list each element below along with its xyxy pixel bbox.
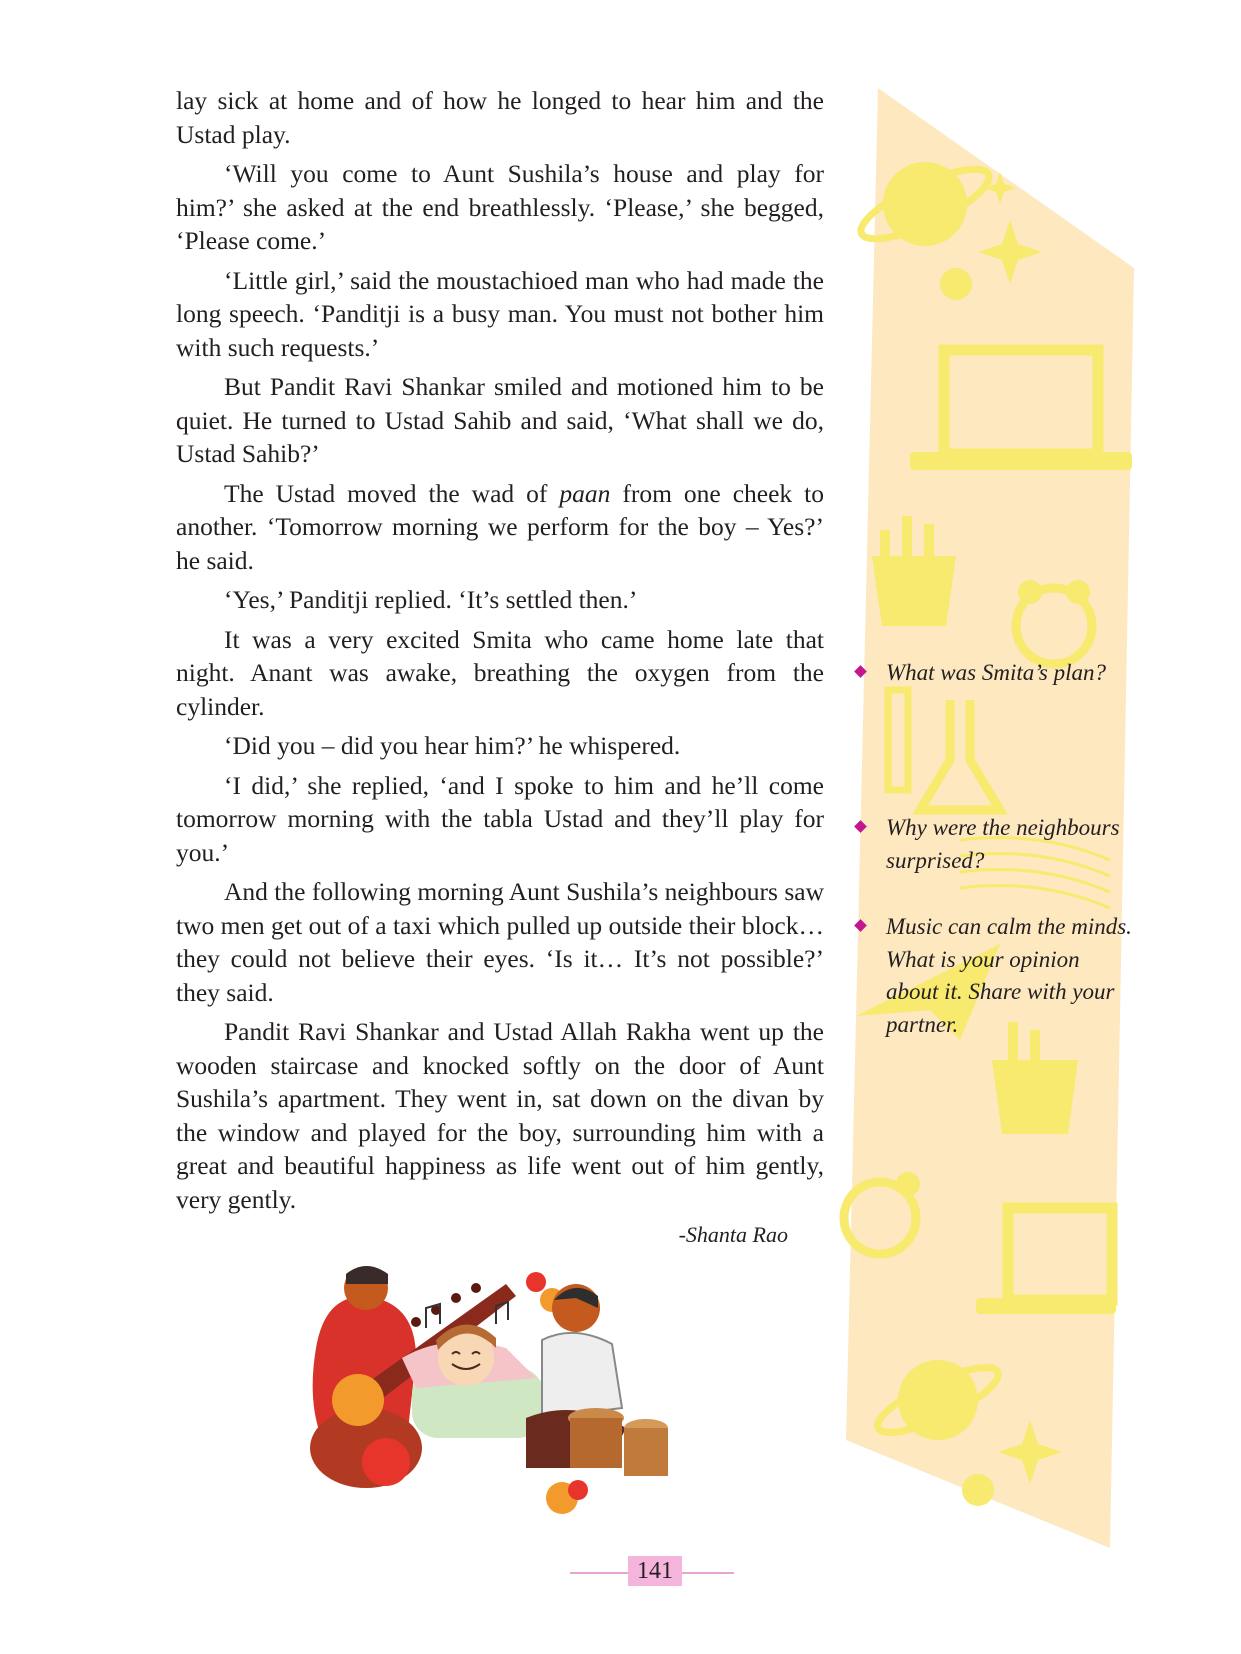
question-item: [856, 812, 1136, 877]
story-paragraph: ‘Yes,’ Panditji replied. ‘It’s settled then.’: [224, 585, 638, 614]
story-paragraph: ‘Did you – did you hear him?’ he whispered.: [224, 731, 681, 760]
diamond-bullet-icon: [854, 820, 867, 833]
story-italic-word: paan: [559, 478, 611, 508]
story-text: [176, 84, 824, 1222]
diamond-bullet-icon: [854, 665, 867, 678]
story-text-run: The Ustad moved the wad of: [224, 478, 560, 508]
story-paragraph: [176, 477, 824, 578]
story-paragraph: ‘Will you come to Aunt Sushila’s house and play for him?’ she asked at the end breathlessly. ‘Please,’ she begged, ‘Please come.’: [176, 159, 824, 255]
story-text-run: from one cheek to another. ‘Tomorrow morning we perform for the boy – Yes?’ he said.: [176, 478, 824, 575]
story-paragraph: It was a very excited Smita who came home late that night. Anant was awake, breathing the oxygen from the cylinder.: [176, 624, 824, 721]
question-item: [856, 657, 1136, 690]
question-text: Why were the neighbours surprised?: [886, 815, 1120, 873]
question-text: What was Smita’s plan?: [886, 660, 1107, 685]
question-item: [856, 911, 1136, 1041]
diamond-bullet-icon: [854, 919, 867, 932]
question-text: Music can calm the minds. What is your opinion about it. Share with your partner.: [886, 914, 1132, 1037]
story-paragraph: Pandit Ravi Shankar and Ustad Allah Rakha went up the wooden staircase and knocked softly on the door of Aunt Sushila’s apartment. They went in, sat down on the divan by the window and played for the boy, surrounding him with a great and beautiful happiness as life went out of him gently, very gently.: [176, 1017, 824, 1214]
story-paragraph: But Pandit Ravi Shankar smiled and motioned him to be quiet. He turned to Ustad Sahib and said, ‘What shall we do, Ustad Sahib?’: [176, 372, 824, 468]
story-paragraph: ‘Little girl,’ said the moustachioed man who had made the long speech. ‘Panditji is a busy man. You must not bother him with such requests.’: [176, 265, 824, 362]
story-paragraph: lay sick at home and of how he longed to hear him and the Ustad play.: [176, 86, 824, 149]
story-paragraph: And the following morning Aunt Sushila’s neighbours saw two men get out of a taxi which pulled up outside their block… they could not believe their eyes. ‘Is it… It’s not possible?’ they said.: [176, 877, 824, 1007]
musicians-illustration: [306, 1248, 678, 1528]
page-number: 141: [628, 1556, 682, 1586]
author-credit: -Shanta Rao: [678, 1222, 788, 1247]
story-paragraph: ‘I did,’ she replied, ‘and I spoke to him and he’ll come tomorrow morning with the tabla Ustad and they’ll play for you.’: [176, 770, 824, 867]
